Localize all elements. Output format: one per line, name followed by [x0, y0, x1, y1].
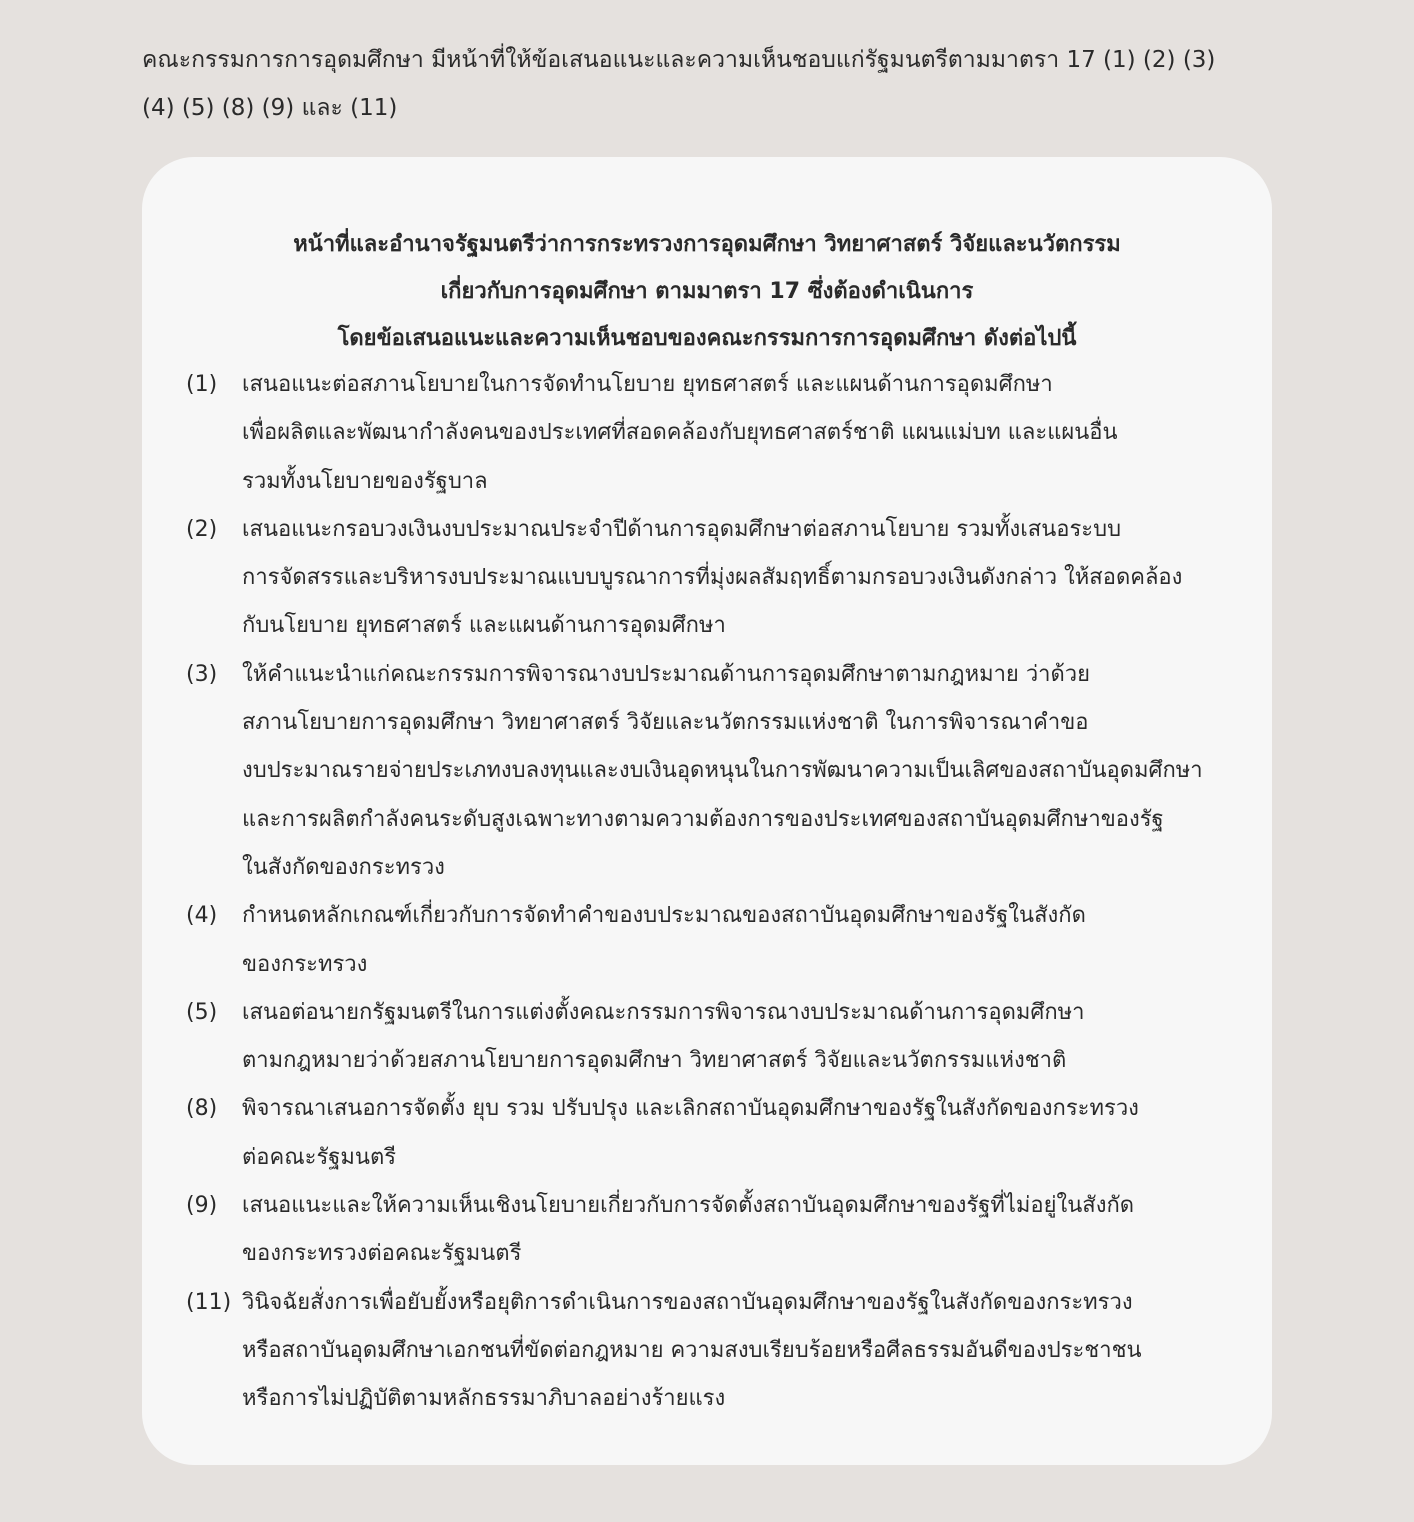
item-number: (2) — [186, 516, 218, 542]
item-text — [242, 1085, 1139, 1182]
list-item — [186, 1279, 1226, 1424]
item-number: (9) — [186, 1193, 218, 1219]
item-line: ของกระทรวงต่อคณะรัฐมนตรี — [242, 1241, 522, 1267]
list-item — [186, 892, 1226, 989]
heading-line: หน้าที่และอำนาจรัฐมนตรีว่าการกระทรวงการอุดมศึกษา วิทยาศาสตร์ วิจัยและนวัตกรรม — [293, 232, 1121, 257]
item-line: งบประมาณรายจ่ายประเภทงบลงทุนและงบเงินอุดหนุนในการพัฒนาความเป็นเลิศของสถาบันอุดมศึกษา — [242, 758, 1203, 784]
item-number: (11) — [186, 1289, 232, 1315]
item-line: เสนอแนะต่อสภานโยบายในการจัดทำนโยบาย ยุทธศาสตร์ และแผนด้านการอุดมศึกษา — [242, 372, 1053, 397]
duties-card — [142, 157, 1272, 1465]
item-line: ให้คำแนะนำแก่คณะกรรมการพิจารณางบประมาณด้านการอุดมศึกษาตามกฎหมาย ว่าด้วย — [242, 661, 1091, 687]
item-text — [242, 989, 1085, 1086]
heading-line: โดยข้อเสนอแนะและความเห็นชอบของคณะกรรมการการอุดมศึกษา ดังต่อไปนี้ — [337, 326, 1077, 351]
item-line: รวมทั้งนโยบายของรัฐบาล — [242, 468, 488, 494]
item-line: พิจารณาเสนอการจัดตั้ง ยุบ รวม ปรับปรุง และเลิกสถาบันอุดมศึกษาของรัฐในสังกัดของกระทรวง — [242, 1096, 1139, 1122]
item-text — [242, 651, 1203, 892]
item-line: กับนโยบาย ยุทธศาสตร์ และแผนด้านการอุดมศึกษา — [242, 613, 726, 639]
item-number: (8) — [186, 1096, 218, 1122]
item-number: (5) — [186, 999, 218, 1025]
duties-list — [186, 361, 1226, 1424]
list-item — [186, 989, 1226, 1086]
item-line: ต่อคณะรัฐมนตรี — [242, 1144, 397, 1170]
item-line: ของกระทรวง — [242, 951, 368, 977]
item-text — [242, 361, 1118, 506]
item-line: ตามกฎหมายว่าด้วยสภานโยบายการอุดมศึกษา วิทยาศาสตร์ วิจัยและนวัตกรรมแห่งชาติ — [242, 1048, 1067, 1074]
item-line: หรือการไม่ปฏิบัติตามหลักธรรมาภิบาลอย่างร้ายแรง — [242, 1386, 726, 1412]
item-number: (3) — [186, 661, 218, 687]
intro-line: คณะกรรมการการอุดมศึกษา มีหน้าที่ให้ข้อเสนอแนะและความเห็นชอบแก่รัฐมนตรีตามมาตรา 17 (1) (2) (3) — [142, 47, 1216, 73]
heading-line: เกี่ยวกับการอุดมศึกษา ตามมาตรา 17 ซึ่งต้องดำเนินการ — [440, 279, 974, 304]
list-item — [186, 361, 1226, 506]
item-line: กำหนดหลักเกณฑ์เกี่ยวกับการจัดทำคำของบประมาณของสถาบันอุดมศึกษาของรัฐในสังกัด — [242, 903, 1086, 929]
item-number: (1) — [186, 372, 218, 397]
list-item — [186, 506, 1226, 651]
item-line: เสนอต่อนายกรัฐมนตรีในการแต่งตั้งคณะกรรมการพิจารณางบประมาณด้านการอุดมศึกษา — [242, 999, 1085, 1025]
item-line: เสนอแนะกรอบวงเงินงบประมาณประจำปีด้านการอุดมศึกษาต่อสภานโยบาย รวมทั้งเสนอระบบ — [242, 516, 1122, 542]
item-line: สภานโยบายการอุดมศึกษา วิทยาศาสตร์ วิจัยและนวัตกรรมแห่งชาติ ในการพิจารณาคำขอ — [242, 710, 1089, 736]
item-text — [242, 892, 1086, 989]
item-line: และการผลิตกำลังคนระดับสูงเฉพาะทางตามความต้องการของประเทศของสถาบันอุดมศึกษาของรัฐ — [242, 806, 1164, 832]
card-heading — [142, 221, 1272, 362]
item-line: หรือสถาบันอุดมศึกษาเอกชนที่ขัดต่อกฎหมาย ความสงบเรียบร้อยหรือศีลธรรมอันดีของประชาชน — [242, 1337, 1142, 1363]
item-text — [242, 1279, 1142, 1424]
list-item — [186, 1085, 1226, 1182]
item-text — [242, 506, 1182, 651]
item-line: การจัดสรรและบริหารงบประมาณแบบบูรณาการที่มุ่งผลสัมฤทธิ์ตามกรอบวงเงินดังกล่าว ให้สอดคล้อง — [242, 565, 1183, 591]
item-text — [242, 1182, 1134, 1279]
list-item — [186, 651, 1226, 892]
item-number: (4) — [186, 903, 218, 929]
intro-paragraph — [142, 36, 1292, 132]
intro-line: (4) (5) (8) (9) และ (11) — [142, 95, 398, 121]
item-line: ในสังกัดของกระทรวง — [242, 854, 445, 880]
list-item — [186, 1182, 1226, 1279]
item-line: วินิจฉัยสั่งการเพื่อยับยั้งหรือยุติการดำเนินการของสถาบันอุดมศึกษาของรัฐในสังกัดของกระทรวง — [242, 1289, 1133, 1315]
item-line: เพื่อผลิตและพัฒนากำลังคนของประเทศที่สอดคล้องกับยุทธศาสตร์ชาติ แผนแม่บท และแผนอื่น — [242, 420, 1118, 446]
item-line: เสนอแนะและให้ความเห็นเชิงนโยบายเกี่ยวกับการจัดตั้งสถาบันอุดมศึกษาของรัฐที่ไม่อยู่ในสังกัด — [242, 1193, 1135, 1219]
